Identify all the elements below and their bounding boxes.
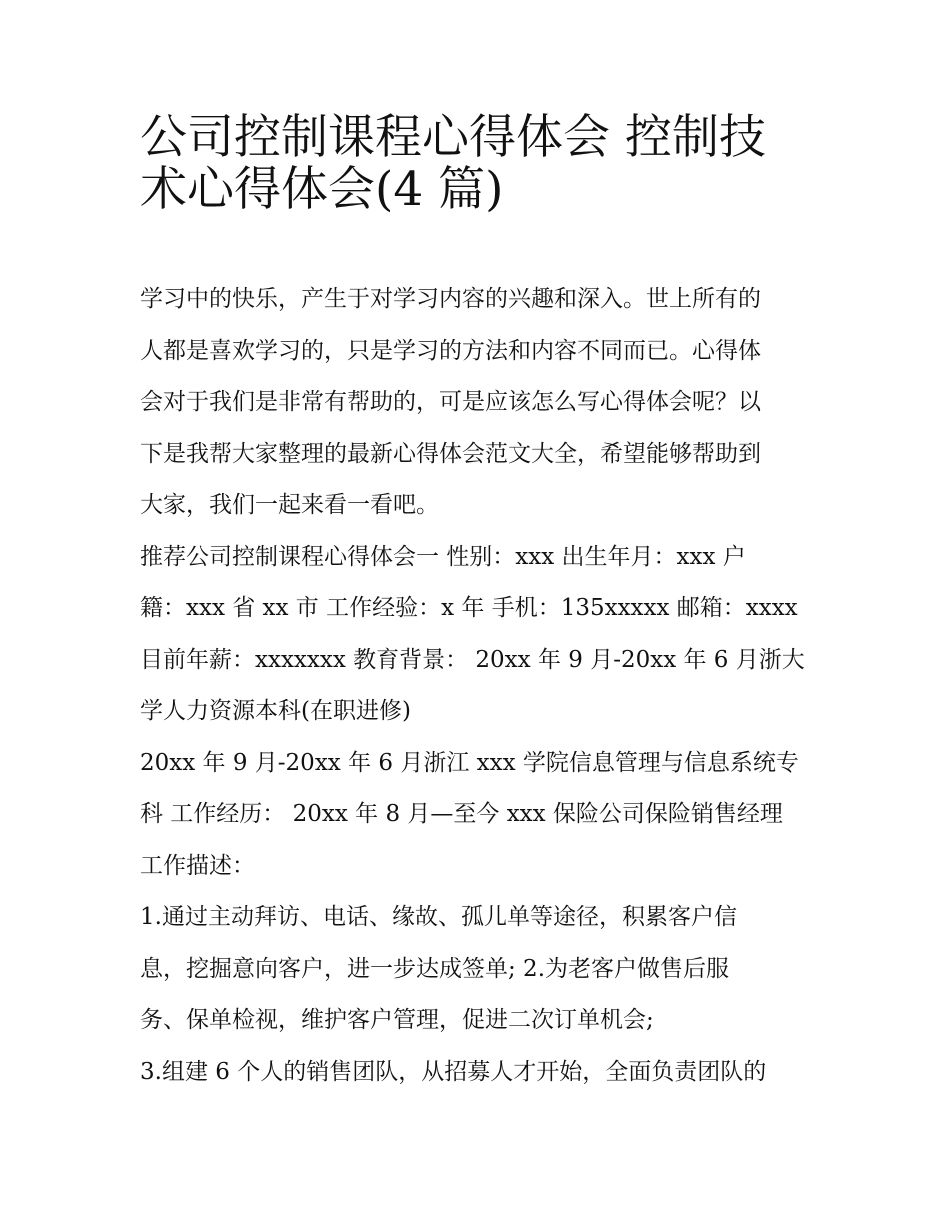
title-line: 术心得体会(4 篇) [140, 161, 504, 217]
body-line: 1.通过主动拜访、电话、缘故、孤儿单等途径，积累客户信 [140, 904, 737, 930]
body-line: 下是我帮大家整理的最新心得体会范文大全，希望能够帮助到 [140, 440, 761, 467]
document-body [140, 274, 840, 1098]
body-line: 学人力资源本科(在职进修) [140, 698, 411, 724]
body-line: 人都是喜欢学习的，只是学习的方法和内容不同而已。心得体 [140, 337, 761, 364]
body-line: 推荐公司控制课程心得体会一 性别：xxx 出生年月：xxx 户 [140, 543, 746, 570]
body-line: 会对于我们是非常有帮助的，可是应该怎么写心得体会呢？以 [140, 389, 761, 415]
body-line: 学习中的快乐，产生于对学习内容的兴趣和深入。世上所有的 [140, 286, 761, 312]
body-line: 息，挖掘意向客户，进一步达成签单; 2.为老客户做售后服 [140, 955, 730, 982]
body-line: 科 工作经历： 20xx 年 8 月—至今 xxx 保险公司保险销售经理 [140, 801, 783, 827]
body-line: 3.组建 6 个人的销售团队，从招募人才开始，全面负责团队的 [140, 1058, 767, 1085]
body-line: 20xx 年 9 月-20xx 年 6 月浙江 xxx 学院信息管理与信息系统专 [140, 749, 799, 776]
body-line: 大家，我们一起来看一看吧。 [140, 492, 439, 518]
title-line: 公司控制课程心得体会 控制技 [140, 110, 766, 165]
body-line: 籍：xxx 省 xx 市 工作经验：x 年 手机：135xxxxx 邮箱：xxxx [140, 595, 798, 621]
body-line: 工作描述： [140, 852, 255, 879]
body-line: 务、保单检视，维护客户管理，促进二次订单机会; [140, 1007, 654, 1033]
document-title [140, 112, 830, 215]
body-line: 目前年薪：xxxxxxx 教育背景： 20xx 年 9 月-20xx 年 6 月浙大 [140, 646, 805, 673]
